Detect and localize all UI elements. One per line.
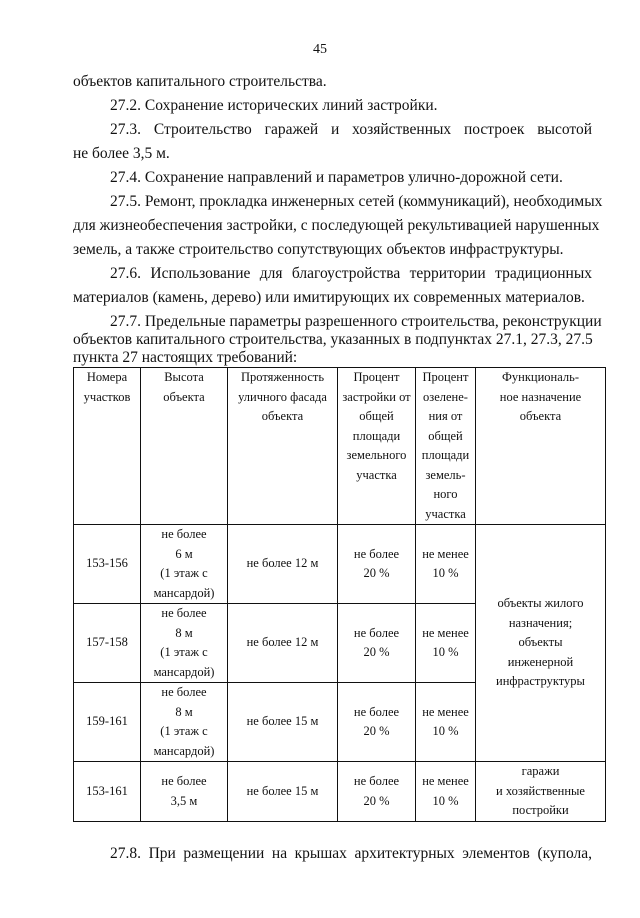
paragraph-continuation: объектов капитального строительства. bbox=[73, 73, 327, 90]
cell-built-percent: не более 20 % bbox=[338, 683, 416, 762]
cell-plots: 159-161 bbox=[74, 683, 141, 762]
cell-plots: 153-161 bbox=[74, 762, 141, 822]
cell-facade: не более 12 м bbox=[228, 525, 338, 604]
paragraph-27-3-line-1: 27.3. Строительство гаражей и хозяйственных построек высотой bbox=[110, 121, 592, 138]
paragraph-27-5-line-1: 27.5. Ремонт, прокладка инженерных сетей (коммуникаций), необходимых bbox=[110, 193, 603, 210]
paragraph-27-5-line-3: земель, а также строительство сопутствующих объектов инфраструктуры. bbox=[73, 241, 564, 258]
paragraph-27-7-line-1: 27.7. Предельные параметры разрешенного строительства, реконструкции bbox=[110, 313, 602, 330]
cell-facade: не более 12 м bbox=[228, 604, 338, 683]
header-greening-percent: Процент озелене- ния от общей площади земель- ного участка bbox=[416, 368, 476, 525]
paragraph-27-6-line-2: материалов (камень, дерево) или имитирующих их современных материалов. bbox=[73, 289, 585, 306]
cell-green-percent: не менее 10 % bbox=[416, 762, 476, 822]
cell-plots: 157-158 bbox=[74, 604, 141, 683]
header-facade-length: Протяженность уличного фасада объекта bbox=[228, 368, 338, 525]
cell-green-percent: не менее 10 % bbox=[416, 525, 476, 604]
cell-built-percent: не более 20 % bbox=[338, 525, 416, 604]
cell-height: не более 6 м (1 этаж с мансардой) bbox=[141, 525, 228, 604]
cell-function-residential: объекты жилого назначения; объекты инженерной инфраструктуры bbox=[476, 525, 606, 762]
table-header-row bbox=[74, 368, 606, 525]
cell-plots: 153-156 bbox=[74, 525, 141, 604]
paragraph-27-6-line-1: 27.6. Использование для благоустройства территории традиционных bbox=[110, 265, 592, 282]
cell-built-percent: не более 20 % bbox=[338, 604, 416, 683]
header-building-percent: Процент застройки от общей площади земельного участка bbox=[338, 368, 416, 525]
cell-function-garages: гаражи и хозяйственные постройки bbox=[476, 762, 606, 822]
header-object-height: Высота объекта bbox=[141, 368, 228, 525]
cell-green-percent: не менее 10 % bbox=[416, 604, 476, 683]
paragraph-27-8: 27.8. При размещении на крышах архитектурных элементов (купола, bbox=[110, 845, 592, 862]
table-row bbox=[74, 525, 606, 604]
cell-facade: не более 15 м bbox=[228, 762, 338, 822]
paragraph-27-3-line-2: не более 3,5 м. bbox=[73, 145, 170, 162]
header-plot-numbers: Номера участков bbox=[74, 368, 141, 525]
header-function: Функциональ- ное назначение объекта bbox=[476, 368, 606, 525]
cell-green-percent: не менее 10 % bbox=[416, 683, 476, 762]
cell-height: не более 3,5 м bbox=[141, 762, 228, 822]
page-number: 45 bbox=[313, 42, 327, 57]
cell-facade: не более 15 м bbox=[228, 683, 338, 762]
cell-height: не более 8 м (1 этаж с мансардой) bbox=[141, 604, 228, 683]
paragraph-27-7-line-2: объектов капитального строительства, указанных в подпунктах 27.1, 27.3, 27.5 bbox=[73, 331, 593, 348]
paragraph-27-7-line-3: пункта 27 настоящих требований: bbox=[73, 349, 298, 366]
cell-built-percent: не более 20 % bbox=[338, 762, 416, 822]
paragraph-27-4: 27.4. Сохранение направлений и параметров улично-дорожной сети. bbox=[110, 169, 563, 186]
paragraph-27-5-line-2: для жизнеобеспечения застройки, с последующей рекультивацией нарушенных bbox=[73, 217, 600, 234]
parameters-table bbox=[73, 367, 606, 822]
paragraph-27-2: 27.2. Сохранение исторических линий застройки. bbox=[110, 97, 438, 114]
table-row bbox=[74, 762, 606, 822]
cell-height: не более 8 м (1 этаж с мансардой) bbox=[141, 683, 228, 762]
